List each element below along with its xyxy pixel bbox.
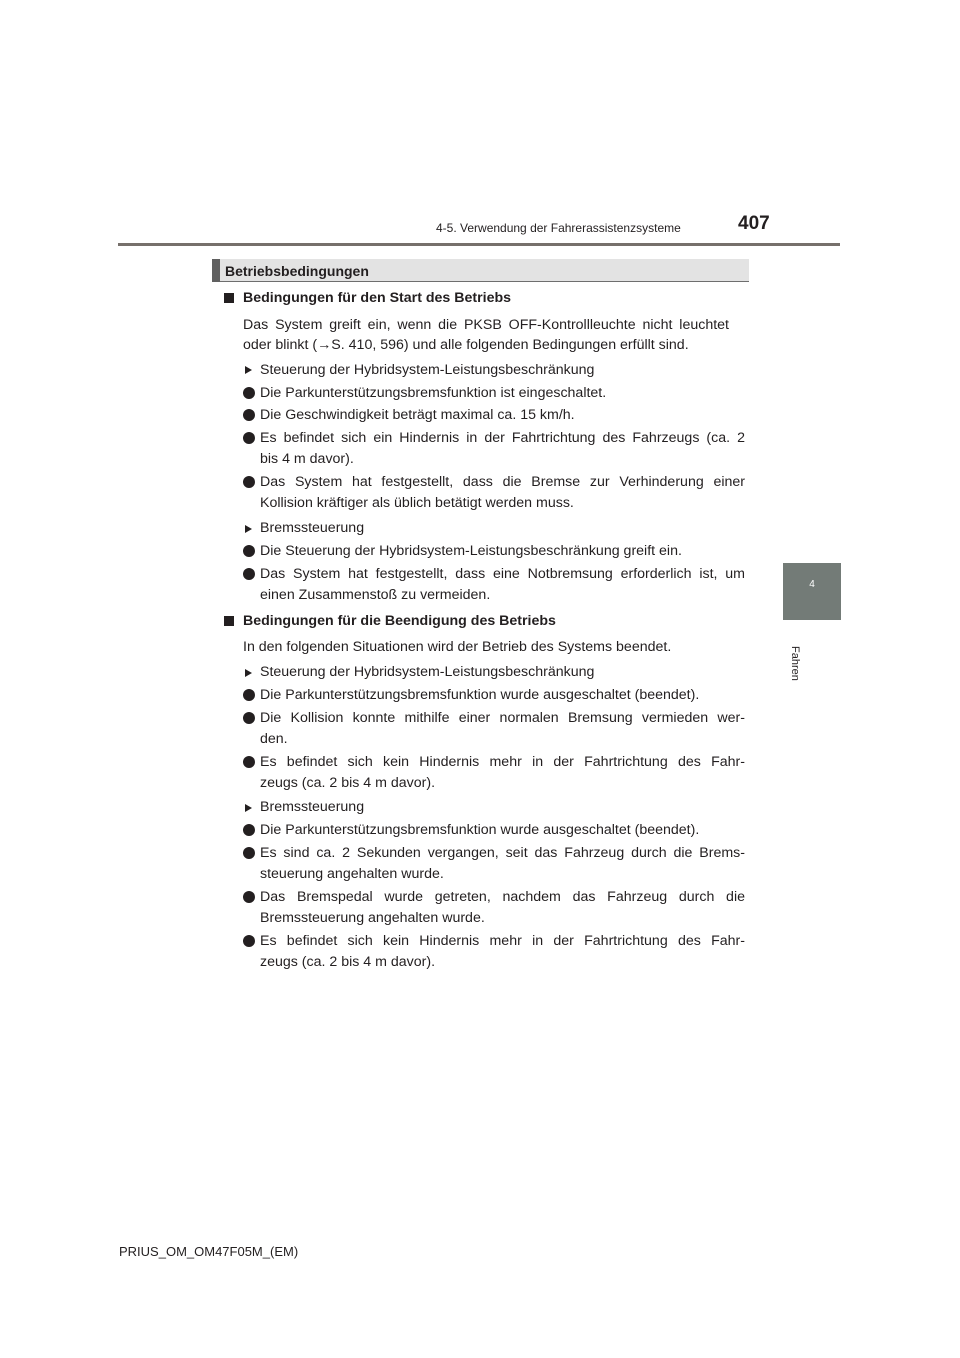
list-item: Es befindet sich ein Hindernis in der Fahrtrichtung des Fahrzeugs (ca. 2 — [260, 430, 745, 446]
round-bullet-icon — [243, 432, 255, 444]
footer-document-code: PRIUS_OM_OM47F05M_(EM) — [119, 1244, 299, 1259]
start-intro-line: oder blinkt (→S. 410, 596) und alle folgenden Bedingungen erfüllt sind. — [243, 337, 689, 353]
section-title: Betriebsbedingungen — [225, 263, 369, 279]
group-title: Steuerung der Hybridsystem-Leistungsbeschränkung — [260, 362, 595, 378]
list-item-continuation: Kollision kräftiger als üblich betätigt werden muss. — [260, 495, 574, 511]
round-bullet-icon — [243, 847, 255, 859]
round-bullet-icon — [243, 545, 255, 557]
end-intro: In den folgenden Situationen wird der Betrieb des Systems beendet. — [243, 639, 672, 655]
round-bullet-icon — [243, 568, 255, 580]
list-item: Die Parkunterstützungsbremsfunktion ist eingeschaltet. — [260, 385, 607, 401]
round-bullet-icon — [243, 824, 255, 836]
triangle-bullet-icon — [245, 669, 252, 677]
list-item: Die Kollision konnte mithilfe einer normalen Bremsung vermieden wer- — [260, 710, 745, 726]
list-item: Die Steuerung der Hybridsystem-Leistungsbeschränkung greift ein. — [260, 543, 682, 559]
round-bullet-icon — [243, 387, 255, 399]
start-intro-line: Das System greift ein, wenn die PKSB OFF-Kontrollleuchte nicht leuchtet — [243, 317, 729, 333]
chapter-label: Fahren — [789, 646, 801, 681]
page-number: 407 — [738, 213, 770, 234]
round-bullet-icon — [243, 935, 255, 947]
list-item: Das System hat festgestellt, dass eine Notbremsung erforderlich ist, um — [260, 566, 745, 582]
round-bullet-icon — [243, 409, 255, 421]
list-item: Die Parkunterstützungsbremsfunktion wurde ausgeschaltet (beendet). — [260, 822, 700, 838]
header-section-title: 4-5. Verwendung der Fahrerassistenzsysteme — [436, 221, 681, 235]
list-item-continuation: den. — [260, 731, 288, 747]
list-item-continuation: bis 4 m davor). — [260, 451, 354, 467]
list-item: Die Geschwindigkeit beträgt maximal ca. 15 km/h. — [260, 407, 575, 423]
list-item: Es befindet sich kein Hindernis mehr in der Fahrtrichtung des Fahr- — [260, 933, 745, 949]
triangle-bullet-icon — [245, 525, 252, 533]
list-item: Die Parkunterstützungsbremsfunktion wurde ausgeschaltet (beendet). — [260, 687, 700, 703]
list-item-continuation: zeugs (ca. 2 bis 4 m davor). — [260, 775, 436, 791]
list-item: Es befindet sich kein Hindernis mehr in der Fahrtrichtung des Fahr- — [260, 754, 745, 770]
group-title: Steuerung der Hybridsystem-Leistungsbeschränkung — [260, 664, 595, 680]
list-item-continuation: Bremssteuerung angehalten wurde. — [260, 910, 485, 926]
list-item: Das System hat festgestellt, dass die Bremse zur Verhinderung einer — [260, 474, 745, 490]
list-item: Es sind ca. 2 Sekunden vergangen, seit das Fahrzeug durch die Brems- — [260, 845, 745, 861]
chapter-tab-number: 4 — [809, 579, 815, 590]
round-bullet-icon — [243, 689, 255, 701]
square-bullet-icon — [224, 616, 234, 626]
triangle-bullet-icon — [245, 804, 252, 812]
list-item-continuation: einen Zusammenstoß zu vermeiden. — [260, 587, 491, 603]
list-item-continuation: zeugs (ca. 2 bis 4 m davor). — [260, 954, 436, 970]
list-item-continuation: steuerung angehalten wurde. — [260, 866, 444, 882]
round-bullet-icon — [243, 712, 255, 724]
round-bullet-icon — [243, 756, 255, 768]
end-heading: Bedingungen für die Beendigung des Betriebs — [243, 613, 556, 629]
square-bullet-icon — [224, 293, 234, 303]
group-title: Bremssteuerung — [260, 799, 365, 815]
triangle-bullet-icon — [245, 366, 252, 374]
list-item: Das Bremspedal wurde getreten, nachdem das Fahrzeug durch die — [260, 889, 745, 905]
group-title: Bremssteuerung — [260, 520, 365, 536]
round-bullet-icon — [243, 891, 255, 903]
start-heading: Bedingungen für den Start des Betriebs — [243, 290, 512, 306]
round-bullet-icon — [243, 476, 255, 488]
